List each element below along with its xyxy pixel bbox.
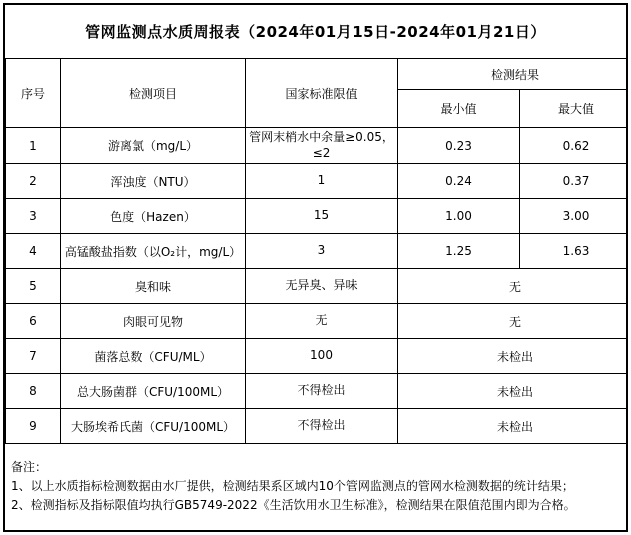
item-cell: 高锰酸盐指数（以O₂计，mg/L） — [61, 234, 246, 269]
row-no: 3 — [6, 199, 61, 234]
limit-cell: 15 — [246, 199, 398, 234]
max-value-cell: 0.37 — [520, 164, 629, 199]
limit-cell: 3 — [246, 234, 398, 269]
col-header-limit: 国家标准限值 — [246, 59, 398, 128]
limit-cell: 1 — [246, 164, 398, 199]
row-no: 4 — [6, 234, 61, 269]
col-header-no: 序号 — [6, 59, 61, 128]
limit-cell: 不得检出 — [246, 409, 398, 444]
item-cell: 菌落总数（CFU/ML） — [61, 339, 246, 374]
max-value-cell: 1.63 — [520, 234, 629, 269]
max-value-cell: 0.62 — [520, 128, 629, 164]
max-value-cell: 3.00 — [520, 199, 629, 234]
table-row — [6, 234, 629, 269]
item-cell: 浑浊度（NTU） — [61, 164, 246, 199]
table-row — [6, 164, 629, 199]
item-cell: 肉眼可见物 — [61, 304, 246, 339]
limit-cell: 无异臭、异味 — [246, 269, 398, 304]
result-cell: 无 — [398, 304, 629, 339]
note-line-2: 2、检测指标及指标限值均执行GB5749-2022《生活饮用水卫生标准》，检测结果在限值范围内即为合格。 — [11, 498, 576, 513]
table-row — [6, 269, 629, 304]
row-no: 9 — [6, 409, 61, 444]
result-cell: 未检出 — [398, 409, 629, 444]
water-quality-report — [3, 3, 628, 532]
table-row — [6, 199, 629, 234]
note-line-1: 1、以上水质指标检测数据由水厂提供，检测结果系区域内10个管网监测点的管网水检测数据的统计结果； — [11, 479, 574, 494]
item-cell: 臭和味 — [61, 269, 246, 304]
table-row — [6, 128, 629, 164]
result-cell: 未检出 — [398, 339, 629, 374]
col-header-item: 检测项目 — [61, 59, 246, 128]
row-no: 5 — [6, 269, 61, 304]
notes-section — [5, 444, 626, 515]
item-cell: 游离氯（mg/L） — [61, 128, 246, 164]
col-header-max: 最大值 — [520, 90, 629, 128]
item-cell: 总大肠菌群（CFU/100ML） — [61, 374, 246, 409]
row-no: 6 — [6, 304, 61, 339]
table-row — [6, 304, 629, 339]
item-cell: 色度（Hazen） — [61, 199, 246, 234]
limit-cell: 100 — [246, 339, 398, 374]
header-row-1 — [6, 59, 629, 90]
result-cell: 无 — [398, 269, 629, 304]
row-no: 1 — [6, 128, 61, 164]
limit-cell: 无 — [246, 304, 398, 339]
notes-label: 备注： — [11, 460, 48, 475]
table-row — [6, 409, 629, 444]
min-value-cell: 1.25 — [398, 234, 520, 269]
page-title: 管网监测点水质周报表（2024年01月15日-2024年01月21日） — [85, 23, 546, 41]
col-header-min: 最小值 — [398, 90, 520, 128]
item-cell: 大肠埃希氏菌（CFU/100ML） — [61, 409, 246, 444]
row-no: 7 — [6, 339, 61, 374]
table-row — [6, 339, 629, 374]
result-cell: 未检出 — [398, 374, 629, 409]
min-value-cell: 0.24 — [398, 164, 520, 199]
report-table — [5, 58, 628, 444]
row-no: 8 — [6, 374, 61, 409]
table-row — [6, 374, 629, 409]
min-value-cell: 0.23 — [398, 128, 520, 164]
limit-cell: 管网末梢水中余量≥0.05，≤2 — [246, 128, 398, 164]
min-value-cell: 1.00 — [398, 199, 520, 234]
row-no: 2 — [6, 164, 61, 199]
col-header-result: 检测结果 — [398, 59, 629, 90]
limit-cell: 不得检出 — [246, 374, 398, 409]
